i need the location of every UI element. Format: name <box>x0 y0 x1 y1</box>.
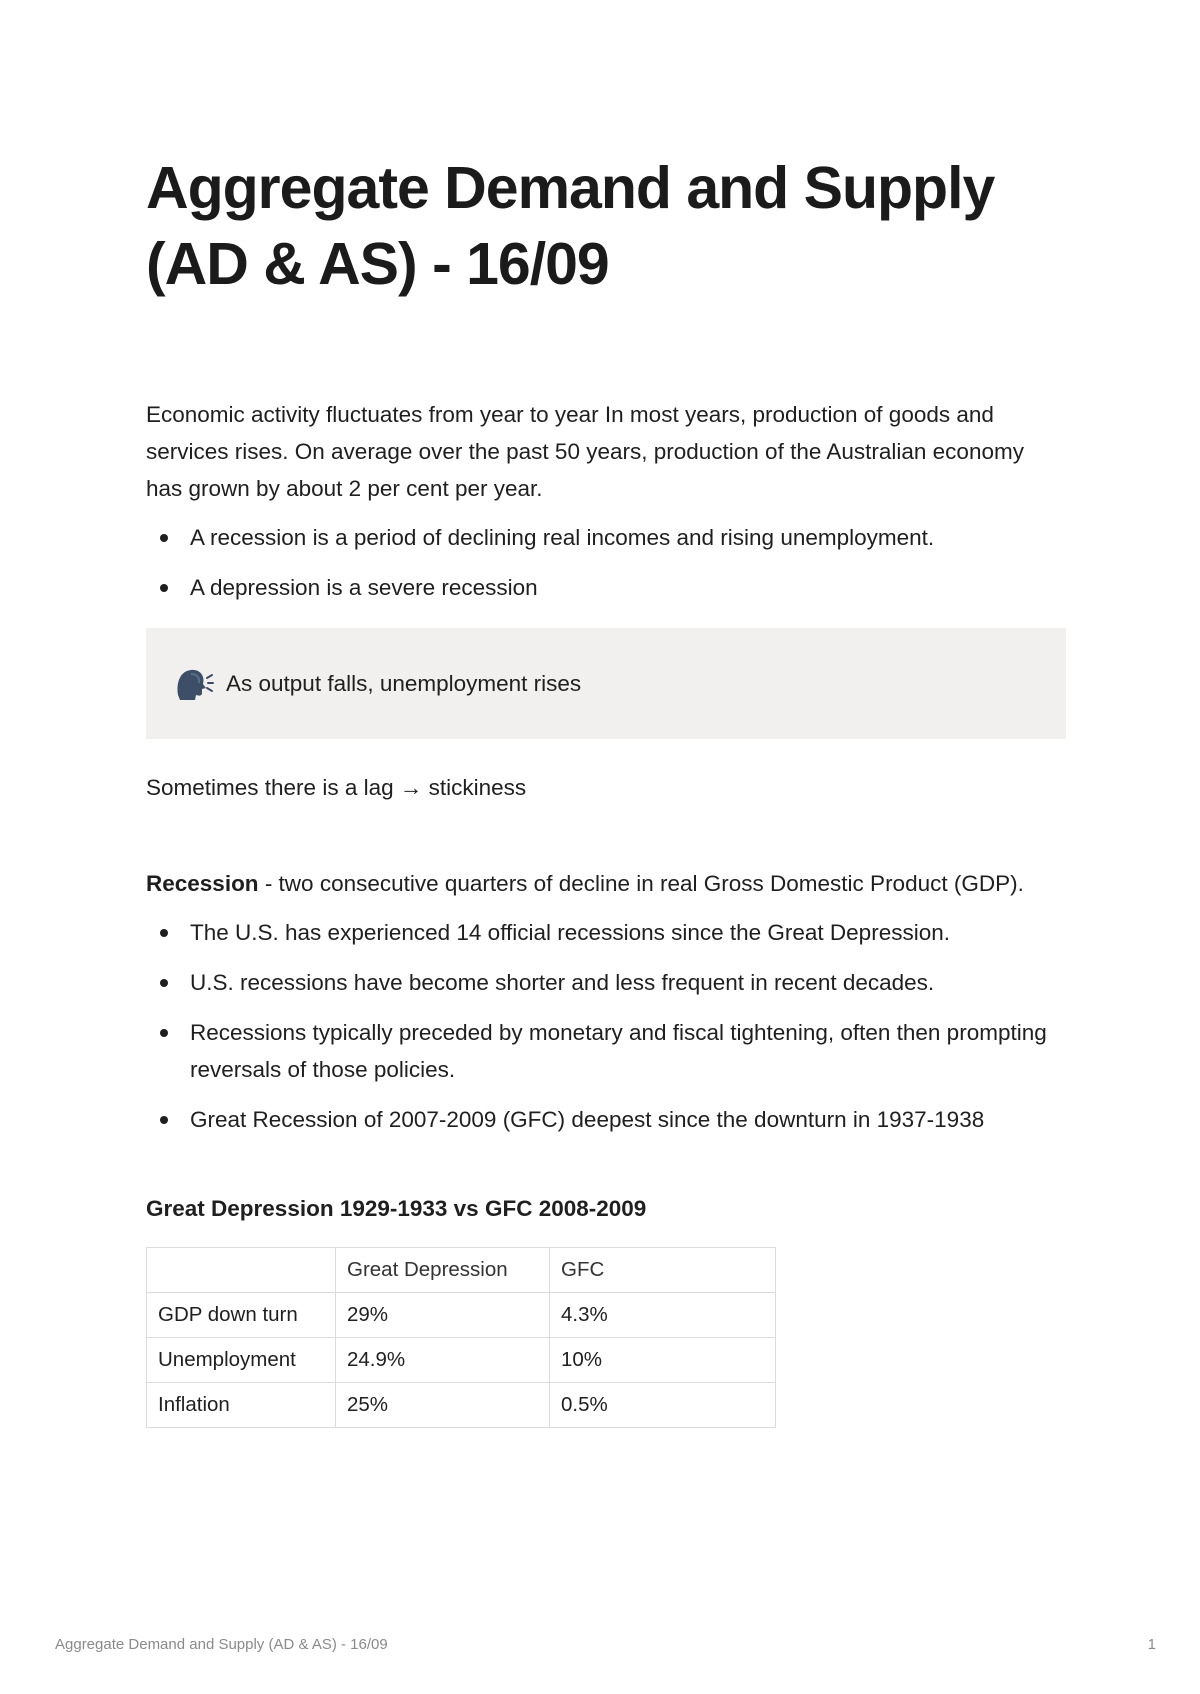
list-item-text: The U.S. has experienced 14 official recessions since the Great Depression. <box>190 920 950 945</box>
comparison-table <box>146 1247 776 1428</box>
table-cell: 10% <box>550 1338 776 1383</box>
page-number: 1 <box>1147 1636 1156 1653</box>
table-cell: 0.5% <box>550 1383 776 1428</box>
page-content <box>146 150 1066 1428</box>
list-item-text: A depression is a severe recession <box>190 575 538 600</box>
table-cell: 25% <box>336 1383 550 1428</box>
list-item-text: Great Recession of 2007-2009 (GFC) deepest since the downturn in 1937-1938 <box>190 1107 985 1132</box>
list-item <box>146 569 1066 606</box>
list-item <box>146 1014 1066 1088</box>
recession-definition <box>146 865 1066 902</box>
table-row <box>147 1293 776 1338</box>
table-header-row <box>147 1248 776 1293</box>
footer-title: Aggregate Demand and Supply (AD & AS) - 16/09 <box>55 1636 388 1653</box>
callout-text: As output falls, unemployment rises <box>226 670 582 696</box>
table-row <box>147 1383 776 1428</box>
bullet-icon <box>160 1029 168 1037</box>
table-heading: Great Depression 1929-1933 vs GFC 2008-2009 <box>146 1196 647 1221</box>
bullet-icon <box>160 1116 168 1124</box>
speaking-head-icon <box>172 665 214 703</box>
bullet-icon <box>160 979 168 987</box>
list-item <box>146 914 1066 951</box>
recession-definition-text: - two consecutive quarters of decline in real Gross Domestic Product (GDP). <box>258 871 1024 896</box>
table-cell: 4.3% <box>550 1293 776 1338</box>
intro-paragraph: Economic activity fluctuates from year to year In most years, production of goods and services rises. On average over the past 50 years, production of the Australian economy has grown by about 2 per cent per year. <box>146 402 1024 501</box>
list-item <box>146 964 1066 1001</box>
table-cell: GDP down turn <box>147 1293 336 1338</box>
list-item-text: A recession is a period of declining real incomes and rising unemployment. <box>190 525 935 550</box>
list-item-text: U.S. recessions have become shorter and less frequent in recent decades. <box>190 970 935 995</box>
table-header-cell: Great Depression <box>336 1248 550 1293</box>
bullet-icon <box>160 584 168 592</box>
table-cell: 24.9% <box>336 1338 550 1383</box>
lag-paragraph: Sometimes there is a lag → stickiness <box>146 775 527 800</box>
table-header-cell <box>147 1248 336 1293</box>
bullet-list-us-recessions <box>146 914 1066 1138</box>
bullet-icon <box>160 534 168 542</box>
bullet-list-recession <box>146 519 1066 606</box>
callout-box <box>146 628 1066 739</box>
recession-term: Recession <box>146 871 259 896</box>
table-cell: 29% <box>336 1293 550 1338</box>
list-item <box>146 519 1066 556</box>
table-cell: Inflation <box>147 1383 336 1428</box>
bullet-icon <box>160 929 168 937</box>
list-item-text: Recessions typically preceded by monetary and fiscal tightening, often then prompting reversals of those policies. <box>190 1020 1047 1082</box>
page-title: Aggregate Demand and Supply (AD & AS) - 16/09 <box>146 155 995 297</box>
list-item <box>146 1101 1066 1138</box>
table-row <box>147 1338 776 1383</box>
table-cell: Unemployment <box>147 1338 336 1383</box>
table-header-cell: GFC <box>550 1248 776 1293</box>
